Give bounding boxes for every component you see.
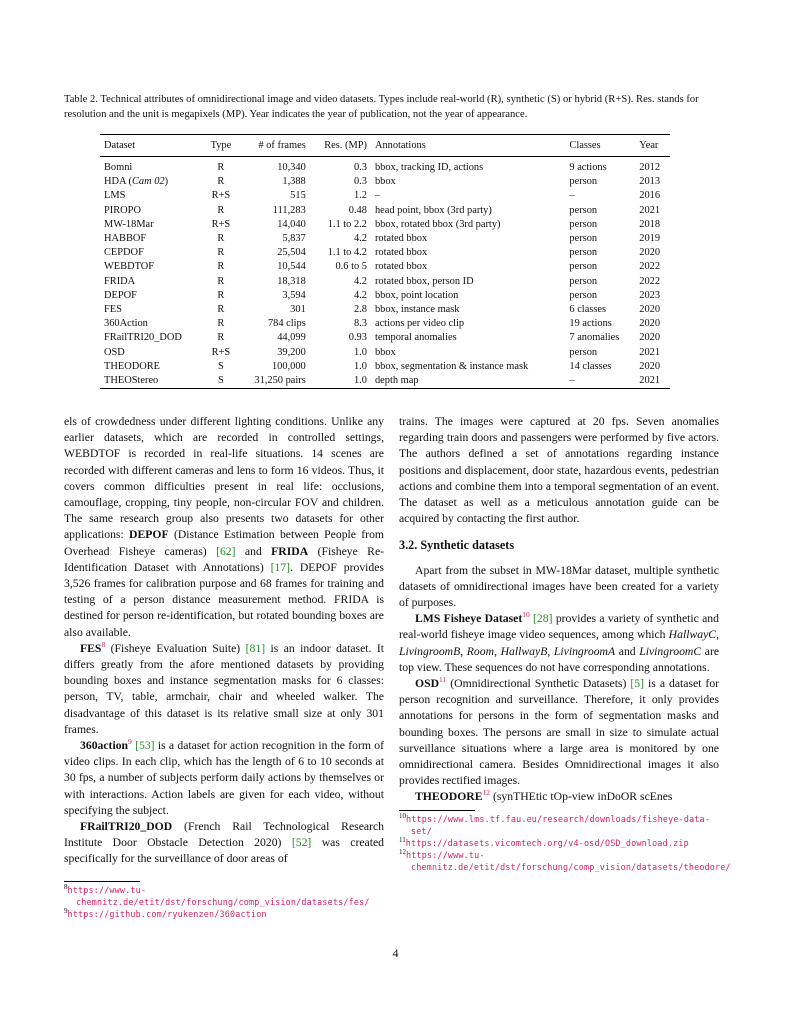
table-cell: 10,340 xyxy=(277,162,306,173)
table-cell: 7 anomalies xyxy=(569,332,620,344)
table-row xyxy=(100,189,670,203)
table-cell: person xyxy=(569,247,598,259)
table-cell: depth map xyxy=(374,375,419,387)
footnote-ref[interactable]: 10 xyxy=(522,610,530,620)
table-row xyxy=(100,260,670,274)
table-cell: 2020 xyxy=(639,360,661,372)
table-cell: 2.8 xyxy=(353,304,367,316)
table-cell: 360Action xyxy=(104,318,148,330)
table-row xyxy=(100,204,670,218)
footnote-10: $^{10}$https://www.lms.tf.fau.eu/research/downloads/fisheye-data-set/ xyxy=(399,811,711,836)
table-cell: 4.2 xyxy=(353,233,367,245)
table-cell: 2022 xyxy=(639,275,661,287)
paragraph-theodore: THEODORE$^{12}$ (synTHEtic tOp-view inDoOR scEnes xyxy=(415,788,673,804)
footnote-url[interactable]: https://datasets.vicomtech.org/v4-osd/OSD_download.zip xyxy=(405,837,689,848)
left-column xyxy=(64,414,384,920)
table-cell: FES xyxy=(104,304,122,316)
right-column xyxy=(399,414,731,873)
table-cell: rotated bbox, person ID xyxy=(374,275,474,287)
table-cell: 4.2 xyxy=(353,289,367,301)
table-cell: R xyxy=(217,318,225,330)
footnote-rule xyxy=(399,810,475,811)
footnote-url[interactable]: https://www.tu-chemnitz.de/etit/dst/forschung/comp_vision/datasets/theodore/ xyxy=(406,849,731,872)
table-cell: THEODORE xyxy=(104,360,160,372)
table-cell: R xyxy=(217,304,225,316)
table-cell: bbox, instance mask xyxy=(374,304,460,316)
table-cell: 5,837 xyxy=(282,233,306,245)
table-row xyxy=(100,360,670,374)
table-cell: person xyxy=(569,289,598,301)
citation-link[interactable]: [5] xyxy=(630,677,645,691)
footnote-rule xyxy=(64,881,140,882)
table-cell: 2019 xyxy=(639,233,661,245)
footnote-8: $^8$https://www.tu-chemnitz.de/etit/dst/forschung/comp_vision/datasets/fes/ xyxy=(64,882,370,907)
table-cell: 784 clips xyxy=(267,318,306,330)
table-cell: 2020 xyxy=(639,332,661,344)
table-row xyxy=(100,346,670,360)
table-cell: S xyxy=(218,360,224,372)
table-cell: R xyxy=(217,332,225,344)
table-cell: Bomni xyxy=(104,162,133,173)
table-cell: 0.3 xyxy=(353,162,367,173)
table-cell: 18,318 xyxy=(277,275,306,287)
citation-link[interactable]: [17] xyxy=(270,560,291,574)
table-cell: 1.0 xyxy=(353,346,367,358)
footnote-url[interactable]: https://www.tu-chemnitz.de/etit/dst/forschung/comp_vision/datasets/fes/ xyxy=(67,884,370,907)
table-cell: HABBOF xyxy=(104,233,147,245)
table-row xyxy=(100,374,670,389)
table-cell: person xyxy=(569,218,598,230)
table-cell: person xyxy=(569,346,598,358)
col-header-dataset: Dataset xyxy=(104,140,136,151)
paragraph-360action: 360action$^9$ [53] is a dataset for action recognition in the form of video clips. In each clip, which has the length of 6 to 10 seconds at 30 fps, a number of subjects perform daily actions by themselves or with interactions. Action labels are given for each video, without specifying the subject. xyxy=(64,737,385,817)
citation-link[interactable]: [53] xyxy=(135,739,155,753)
table-cell: bbox, point location xyxy=(374,289,459,301)
table-cell: 2020 xyxy=(639,247,661,259)
table-cell: 6 classes xyxy=(569,304,607,316)
table-cell: R xyxy=(217,289,225,301)
table-cell: temporal anomalies xyxy=(374,332,457,344)
table-cell: CEPDOF xyxy=(104,247,144,259)
table-cell: PIROPO xyxy=(104,204,141,216)
footnote-url[interactable]: https://github.com/ryukenzen/360action xyxy=(67,908,267,919)
table-cell: 39,200 xyxy=(277,346,306,358)
citation-link[interactable]: [62] xyxy=(216,544,236,558)
col-header-annotations: Annotations xyxy=(374,140,426,151)
table-cell: S xyxy=(218,375,224,387)
citation-link[interactable]: [52] xyxy=(291,836,312,850)
table-cell: bbox, segmentation & instance mask xyxy=(374,360,529,372)
table-row xyxy=(100,218,670,232)
table-cell: 4.2 xyxy=(353,275,367,287)
table-cell: MW-18Mar xyxy=(104,218,154,230)
table-cell: 3,594 xyxy=(282,289,306,301)
table-cell: rotated bbox xyxy=(374,247,428,259)
table-cell: 1,388 xyxy=(282,176,306,188)
table-cell: actions per video clip xyxy=(374,318,465,330)
table-cell: 9 actions xyxy=(569,162,607,173)
table-cell: 515 xyxy=(290,190,306,202)
col-header-classes: Classes xyxy=(569,140,601,151)
page-number: 4 xyxy=(392,946,399,960)
table-row xyxy=(100,175,670,189)
table-cell: 2018 xyxy=(639,218,661,230)
table-cell: 14 classes xyxy=(569,360,612,372)
table-cell: 2023 xyxy=(639,289,661,301)
col-header-year: Year xyxy=(639,140,659,151)
table-cell: head point, bbox (3rd party) xyxy=(374,204,492,216)
table-cell: HDA (Cam 02) xyxy=(104,176,169,188)
footnote-ref[interactable]: 11 xyxy=(439,675,447,685)
paragraph-webdtof: els of crowdedness under different lighting conditions. Unlike any earlier datasets, which are recorded in controlled settings, WEBDTOF is recorded in real-life situations. 14 scenes are recorded with different cameras and lens to form 16 videos. Thus, it covers common difficulties present in real life: occlusions, camouflage, cropping, tiny people, non-circular FOV and children. The same research group also presents two datasets for other applications: DEPOF (Distance Estimation between People from Overhead Fisheye cameras) [62] and FRIDA (Fisheye Re-Identification Dataset with Annotations) [17]. DEPOF provides 3,526 frames for calibration purpose and 68 frames for training and testing of a person distance measurement method. FRIDA is destined for person re-identification, but rotated bounding boxes are also available. xyxy=(64,415,385,639)
table-cell: 111,283 xyxy=(272,204,306,216)
table-cell: 31,250 pairs xyxy=(254,375,306,387)
footnote-url[interactable]: https://www.lms.tf.fau.eu/research/downloads/fisheye-data-set/ xyxy=(406,813,711,836)
table-row xyxy=(100,275,670,289)
table-cell: R+S xyxy=(211,190,231,202)
table-cell: – xyxy=(374,190,381,202)
table-cell: 2013 xyxy=(639,176,661,188)
table-cell: FRailTRI20_DOD xyxy=(104,332,182,344)
table-cell: 100,000 xyxy=(271,360,306,372)
table-cell: WEBDTOF xyxy=(104,261,155,273)
citation-link[interactable]: [28] xyxy=(533,612,553,626)
table-cell: FRIDA xyxy=(104,275,136,287)
footnote-ref[interactable]: 12 xyxy=(482,788,491,798)
paragraph-frailtri: FRailTRI20_DOD (French Rail Technological Research Institute Door Obstacle Detection 2020) [52] was created specifically for the surveillance of door areas of xyxy=(64,820,385,866)
table-row xyxy=(100,157,670,176)
table-cell: 0.93 xyxy=(348,332,367,344)
table-cell: 301 xyxy=(290,304,306,316)
table-row xyxy=(100,246,670,260)
table-cell: 14,040 xyxy=(277,218,306,230)
table-cell: 44,099 xyxy=(277,332,306,344)
table-cell: R xyxy=(217,275,225,287)
footnote-9: $^9$https://github.com/ryukenzen/360action xyxy=(64,906,267,919)
paragraph-osd: OSD$^{11}$ (Omnidirectional Synthetic Datasets) [5] is a dataset for person recognition and surveillance. Therefore, it only provides annotations for persons in the form of segmentation masks and bounding boxes. The persons are small in size to simulate actual surveillance situations where a large area is monitored by one omnidirectional camera. Besides Omnidirectional images it also provides rectified images. xyxy=(399,675,720,788)
table-row xyxy=(100,289,670,303)
table-row xyxy=(100,317,670,331)
table-cell: R+S xyxy=(211,346,231,358)
table-cell: 19 actions xyxy=(569,318,612,330)
table-cell: R xyxy=(217,204,225,216)
table-cell: 2020 xyxy=(639,318,661,330)
table-cell: OSD xyxy=(104,346,125,358)
table-cell: person xyxy=(569,261,598,273)
table-cell: R+S xyxy=(211,218,231,230)
datasets-table xyxy=(100,134,670,389)
table-cell: R xyxy=(217,233,225,245)
paragraph-lms: LMS Fisheye Dataset$^{10}$ [28] provides a variety of synthetic and real-world fisheye image video sequences, among which HallwayC, LivingroomB, Room, HallwayB, LivingroomA and LivingroomC are top view. These sequences do not have corresponding annotations. xyxy=(399,610,720,674)
footnote-12: $^{12}$https://www.tu-chemnitz.de/etit/dst/forschung/comp_vision/datasets/theodore/ xyxy=(399,847,731,872)
col-header-resolution: Res. (MP) xyxy=(324,140,367,151)
table-cell: 2022 xyxy=(639,261,661,273)
table-cell: 1.0 xyxy=(353,375,367,387)
table-cell: person xyxy=(569,233,598,245)
table-cell: R xyxy=(217,261,225,273)
table-cell: R xyxy=(217,162,225,173)
section-heading: 3.2. Synthetic datasets xyxy=(399,538,515,553)
paragraph-fes: FES$^8$ (Fisheye Evaluation Suite) [81] is an indoor dataset. It differs greatly from the afore mentioned datasets by providing bounding boxes and instance segmentation masks for 6 classes: person, TV, table, armchair, chair and wheeled walker. The disadvantage of this dataset is its relative small size at only 301 frames. xyxy=(64,639,384,736)
table-header-row xyxy=(100,135,670,157)
table-row xyxy=(100,303,670,317)
table-cell: – xyxy=(569,190,575,202)
footnote-11: $^{11}$https://datasets.vicomtech.org/v4-osd/OSD_download.zip xyxy=(399,835,689,848)
table-cell: 2021 xyxy=(639,346,661,358)
table-cell: DEPOF xyxy=(104,289,137,301)
table-cell: 2021 xyxy=(639,375,661,387)
table-cell: 2021 xyxy=(639,204,661,216)
table-cell: R xyxy=(217,176,225,188)
table-cell: 0.48 xyxy=(348,204,367,216)
table-cell: person xyxy=(569,275,598,287)
table-row xyxy=(100,331,670,345)
table-cell: 0.3 xyxy=(353,176,367,188)
footnote-ref[interactable]: 8 xyxy=(101,639,106,649)
table-cell: 1.0 xyxy=(353,360,367,372)
table-cell: person xyxy=(569,176,598,188)
table-cell: 1.2 xyxy=(353,190,367,202)
table-row xyxy=(100,232,670,246)
table-cell: THEOStereo xyxy=(104,375,159,387)
table-cell: 8.3 xyxy=(353,318,367,330)
col-header-frames: # of frames xyxy=(258,140,306,151)
footnote-ref[interactable]: 9 xyxy=(128,737,132,747)
table-cell: 1.1 to 2.2 xyxy=(327,218,367,230)
table-cell: 10,544 xyxy=(277,261,306,273)
table-cell: bbox xyxy=(374,176,396,188)
table-caption: Table 2. Technical attributes of omnidirectional image and video datasets. Types include real-world (R), synthetic (S) or hybrid (R+S). Res. stands for resolution and the unit is megapixels (MP). Year indicates the year of publication, not the year of appearance. xyxy=(64,94,699,120)
table-cell: 2020 xyxy=(639,304,661,316)
table-cell: R xyxy=(217,247,225,259)
table-cell: bbox, tracking ID, actions xyxy=(374,162,484,173)
paragraph-frail-cont: trains. The images were captured at 20 fps. Seven anomalies regarding train doors and passengers were performed by five actors. The authors defined a set of annotations regarding instance positions and displacement, door state, hazardous events, pedestrian actions and combine them into a temporal segmentation of an event. The dataset as well as a meticulous annotation guide can be acquired by contacting the first author. xyxy=(399,415,719,526)
paragraph-synthetic-intro: Apart from the subset in MW-18Mar dataset, multiple synthetic datasets of omnidirectional images have been created for a variety of purposes. xyxy=(399,563,719,610)
table-cell: bbox, rotated bbox (3rd party) xyxy=(374,218,501,230)
table-cell: rotated bbox xyxy=(374,261,428,273)
table-cell: LMS xyxy=(104,190,126,202)
citation-link[interactable]: [81] xyxy=(245,641,266,655)
table-cell: 0.6 to 5 xyxy=(335,261,367,273)
table-cell: bbox xyxy=(374,346,396,358)
table-cell: – xyxy=(569,375,575,387)
table-cell: 25,504 xyxy=(277,247,306,259)
table-cell: person xyxy=(569,204,598,216)
table-cell: 2012 xyxy=(639,162,661,173)
table-cell: 1.1 to 4.2 xyxy=(327,247,367,259)
table-cell: 2016 xyxy=(639,190,661,202)
table-cell: rotated bbox xyxy=(374,233,428,245)
col-header-type: Type xyxy=(210,140,232,151)
